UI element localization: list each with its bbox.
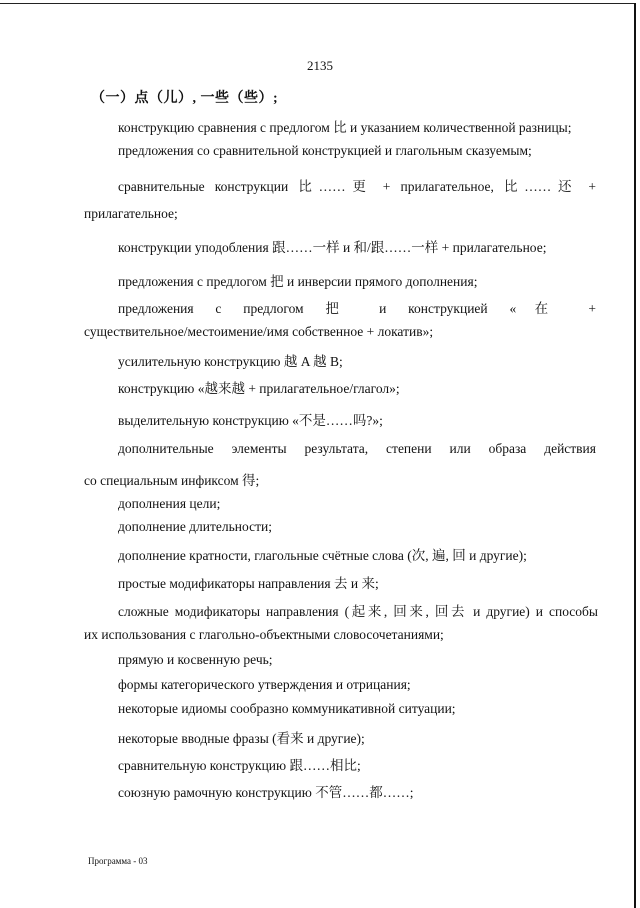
page-number: 2135 bbox=[307, 58, 333, 73]
section-heading: （一）点（儿）, 一些（些）; bbox=[91, 91, 279, 106]
list-item: усилительную конструкцию 越 A 越 B; bbox=[118, 354, 343, 369]
list-item: сравнительные конструкции 比……更 + прилагательное, 比……还 + bbox=[118, 179, 596, 194]
footer-label: Программа - 03 bbox=[88, 856, 148, 866]
page-frame-right bbox=[634, 3, 636, 908]
list-item-continuation: прилагательное; bbox=[84, 206, 178, 221]
list-item: дополнения цели; bbox=[118, 496, 221, 511]
list-item: некоторые идиомы сообразно коммуникативной ситуации; bbox=[118, 701, 456, 716]
list-item: предложения с предлогом 把 и инверсии прямого дополнения; bbox=[118, 274, 478, 289]
list-item: дополнение длительности; bbox=[118, 519, 272, 534]
list-item: предложения со сравнительной конструкцией и глагольным сказуемым; bbox=[118, 143, 532, 158]
list-item-continuation: существительное/местоимение/имя собственное + локатив»; bbox=[84, 324, 434, 339]
list-item: конструкции уподобления 跟……一样 и 和/跟……一样 + прилагательное; bbox=[118, 240, 547, 255]
list-item: конструкцию сравнения с предлогом 比 и указанием количественной разницы; bbox=[118, 120, 572, 135]
list-item: некоторые вводные фразы (看来 и другие); bbox=[118, 731, 365, 746]
list-item: союзную рамочную конструкцию 不管……都……; bbox=[118, 785, 414, 800]
list-item: простые модификаторы направления 去 и 来; bbox=[118, 576, 379, 591]
list-item: выделительную конструкцию «不是……吗?»; bbox=[118, 413, 383, 428]
page-frame-top bbox=[0, 3, 634, 4]
list-item: конструкцию «越来越 + прилагательное/глагол»; bbox=[118, 381, 400, 396]
list-item: дополнение кратности, глагольные счётные слова (次, 遍, 回 и другие); bbox=[118, 548, 527, 563]
list-item: сложные модификаторы направления (起来, 回来, 回去 и другие) и способы bbox=[118, 604, 598, 619]
list-item: дополнительные элементы результата, степени или образа действия bbox=[118, 441, 596, 456]
list-item-continuation: их использования с глагольно-объектными словосочетаниями; bbox=[84, 627, 444, 642]
list-item: прямую и косвенную речь; bbox=[118, 652, 273, 667]
list-item: предложения с предлогом 把 и конструкцией «在 + bbox=[118, 301, 596, 316]
list-item: формы категорического утверждения и отрицания; bbox=[118, 677, 411, 692]
list-item: сравнительную конструкцию 跟……相比; bbox=[118, 758, 361, 773]
list-item-continuation: со специальным инфиксом 得; bbox=[84, 473, 260, 488]
